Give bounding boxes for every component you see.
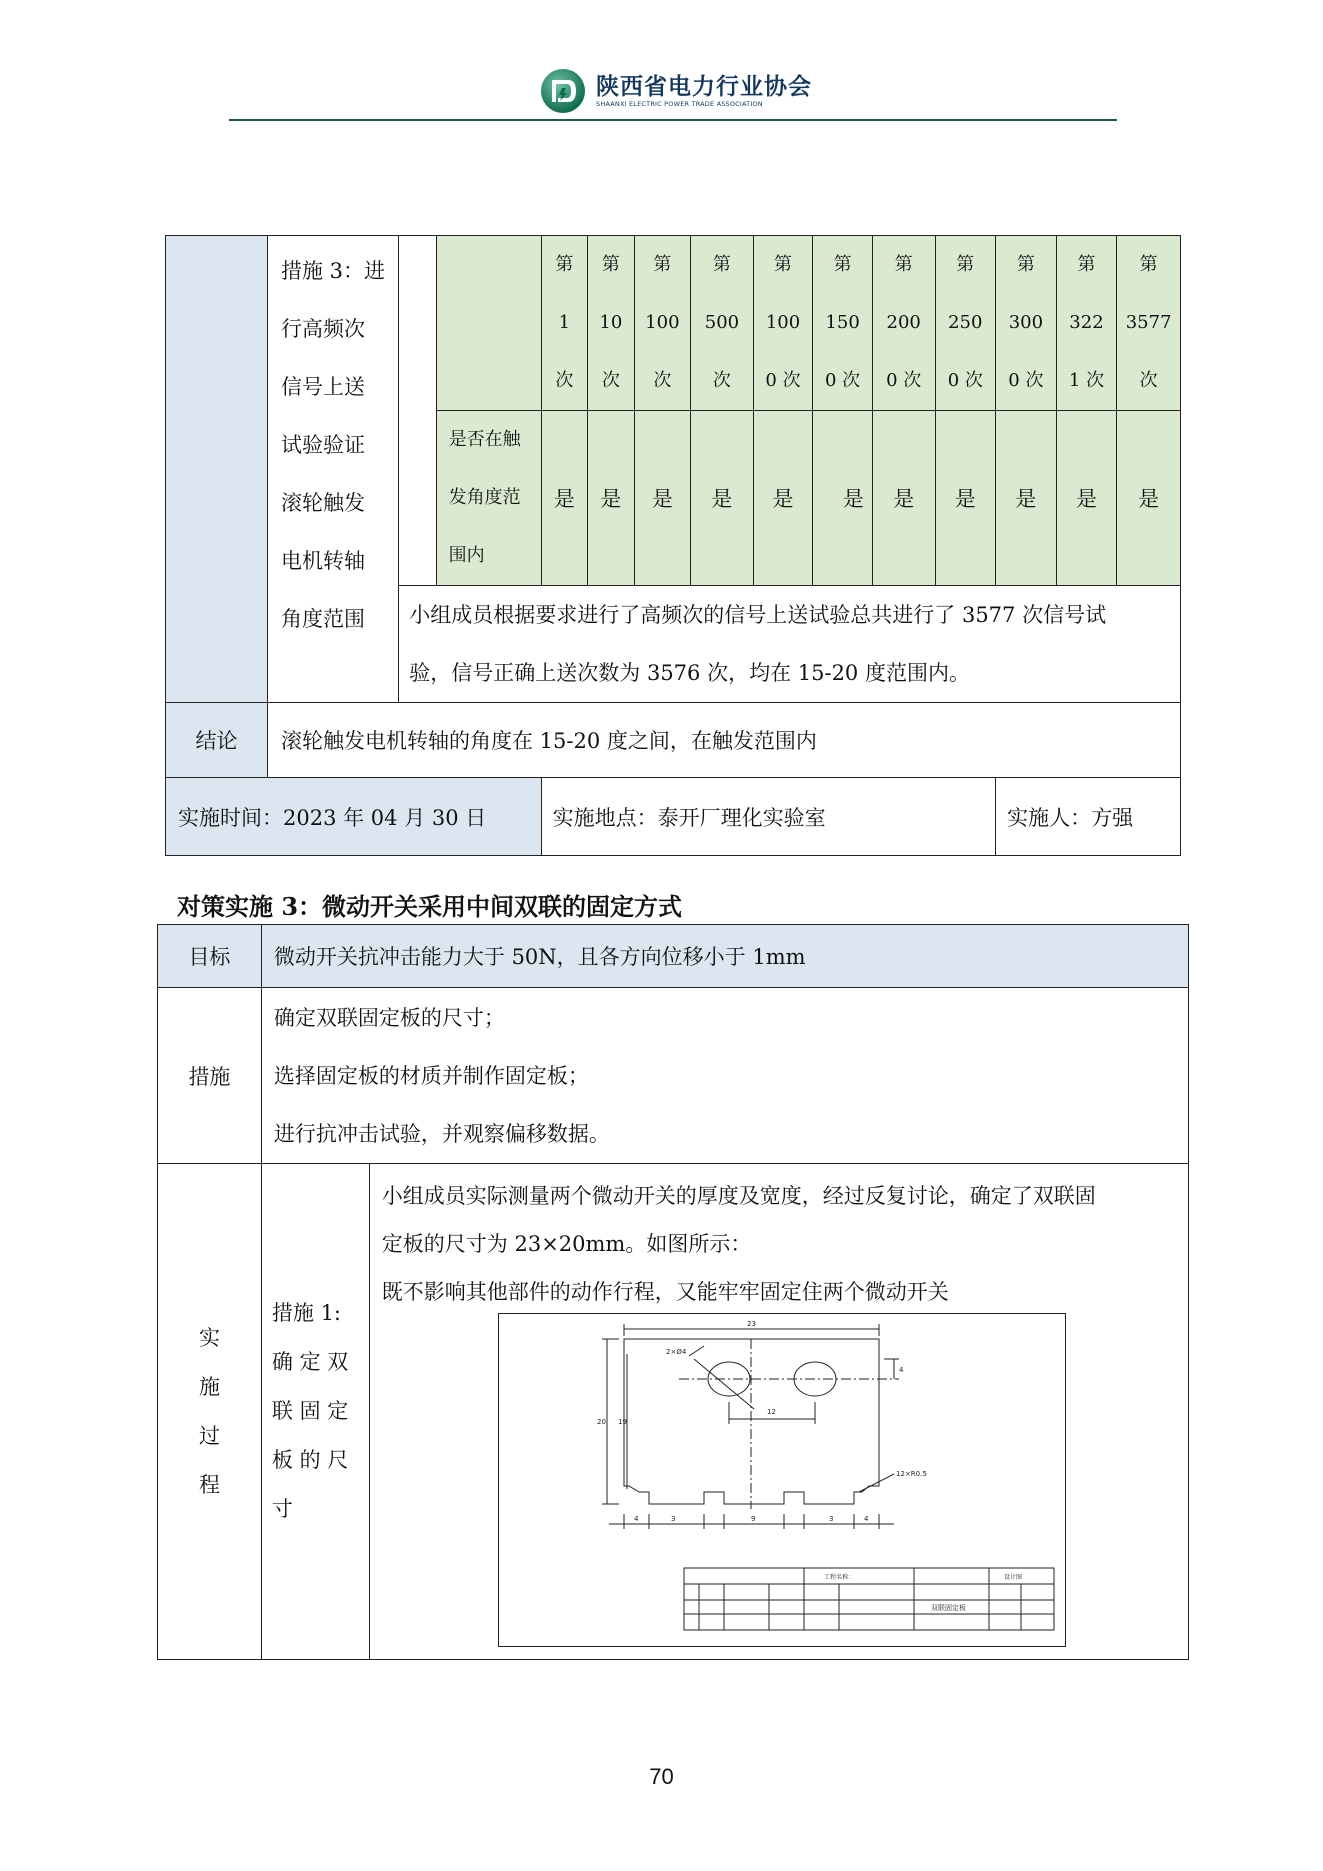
dual-mount-plate-drawing <box>498 1313 1066 1647</box>
trial-header-blank <box>436 236 541 411</box>
answer-cell: 是 <box>634 411 691 586</box>
dim-height-label: 20 <box>597 1418 606 1426</box>
trial-summary: 小组成员根据要求进行了高频次的信号上送试验总共进行了 3577 次信号试 验，信号正确上送次数为 3576 次，均在 15-20 度范围内。 <box>399 586 1181 703</box>
dim-bottom-label: 9 <box>751 1515 756 1523</box>
measure-item: 确定双联固定板的尺寸； <box>273 1005 505 1030</box>
dim-top-label: 4 <box>899 1366 904 1374</box>
spacer-cell <box>399 236 436 586</box>
org-name-en: SHAANXI ELECTRIC POWER TRADE ASSOCIATION <box>596 100 763 108</box>
measures-list <box>261 988 1188 1164</box>
trial-header: 第 300 0 次 <box>996 236 1057 411</box>
process-label: 实 施 过 程 <box>158 1164 262 1660</box>
dim-bottom-label: 4 <box>634 1515 639 1523</box>
implementation-time: 实施时间：2023 年 04 月 30 日 <box>166 778 542 856</box>
logo-emblem-icon <box>540 68 586 114</box>
step-description: 小组成员实际测量两个微动开关的厚度及宽度，经过反复讨论，确定了双联固 定板的尺寸为 23×20mm。如图所示： 既不影响其他部件的动作行程，又能牢牢固定住两个微动开关 <box>369 1164 1188 1660</box>
answer-cell: 是 <box>691 411 754 586</box>
measure-item: 进行抗冲击试验，并观察偏移数据。 <box>273 1121 610 1146</box>
measure-line: 电机转轴 <box>281 549 365 573</box>
trial-header: 第 3577 次 <box>1117 236 1181 411</box>
goal-text: 微动开关抗冲击能力大于 50N，且各方向位移小于 1mm <box>261 925 1188 988</box>
answer-cell: 是 <box>588 411 634 586</box>
association-logo <box>540 68 812 114</box>
answer-cell: 是 <box>996 411 1057 586</box>
dim-inner-height-label: 19 <box>618 1418 627 1426</box>
measure-description-cell <box>268 236 399 703</box>
dim-bottom-label: 4 <box>864 1515 869 1523</box>
org-name-cn: 陕西省电力行业协会 <box>596 74 812 100</box>
goal-label: 目标 <box>158 925 262 988</box>
trial-header: 第 10 次 <box>588 236 634 411</box>
implementation-place: 实施地点：泰开厂理化实验室 <box>541 778 995 856</box>
title-block-name: 双联固定板 <box>931 1604 966 1612</box>
trial-header: 第 100 次 <box>634 236 691 411</box>
measure-line: 角度范围 <box>281 607 365 631</box>
measures-label: 措施 <box>158 988 262 1164</box>
dim-spacing-label: 12 <box>767 1408 776 1416</box>
answer-cell: 是 <box>1117 411 1181 586</box>
dim-hole-label: 2×Ø4 <box>666 1348 687 1356</box>
in-range-question: 是否在触 发角度范 围内 <box>436 411 541 586</box>
measure-line: 信号上送 <box>281 375 365 399</box>
title-block-type: 设计图 <box>1004 1574 1023 1581</box>
page-header <box>0 0 1323 125</box>
trial-header: 第 1 次 <box>541 236 587 411</box>
answer-cell: 是 <box>753 411 813 586</box>
title-block-project: 工程名称： <box>824 1574 855 1581</box>
trial-header: 第 322 1 次 <box>1056 236 1117 411</box>
measure-item: 选择固定板的材质并制作固定板； <box>273 1063 589 1088</box>
header-divider <box>229 119 1117 121</box>
left-blue-cell <box>166 236 268 703</box>
measure-line: 滚轮触发 <box>281 491 365 515</box>
trial-header: 第 500 次 <box>691 236 754 411</box>
answer-cell: 是 <box>872 411 935 586</box>
dim-bottom-label: 3 <box>829 1515 834 1523</box>
answer-cell: 是 <box>813 411 873 586</box>
step-label: 措施 1: 确 定 双 联 固 定 板 的 尺 寸 <box>261 1164 369 1660</box>
conclusion-text: 滚轮触发电机转轴的角度在 15-20 度之间，在触发范围内 <box>268 703 1181 778</box>
trial-header: 第 250 0 次 <box>935 236 996 411</box>
dim-width-label: 23 <box>747 1320 756 1328</box>
measure3-table <box>165 235 1181 856</box>
answer-cell: 是 <box>541 411 587 586</box>
conclusion-label: 结论 <box>166 703 268 778</box>
section-title: 对策实施 3：微动开关采用中间双联的固定方式 <box>177 892 683 921</box>
trial-header: 第 100 0 次 <box>753 236 813 411</box>
trial-header: 第 150 0 次 <box>813 236 873 411</box>
dim-fillet-label: 12×R0.5 <box>896 1470 927 1478</box>
dim-bottom-label: 3 <box>671 1515 676 1523</box>
measure-line: 措施 3：进 <box>281 259 386 283</box>
answer-cell: 是 <box>1056 411 1117 586</box>
page-number: 70 <box>649 1764 674 1789</box>
measure-line: 试验验证 <box>281 433 365 457</box>
technical-drawing-icon <box>499 1314 1065 1646</box>
measure-line: 行高频次 <box>281 317 365 341</box>
trial-header: 第 200 0 次 <box>872 236 935 411</box>
answer-cell: 是 <box>935 411 996 586</box>
implementation-person: 实施人：方强 <box>996 778 1181 856</box>
